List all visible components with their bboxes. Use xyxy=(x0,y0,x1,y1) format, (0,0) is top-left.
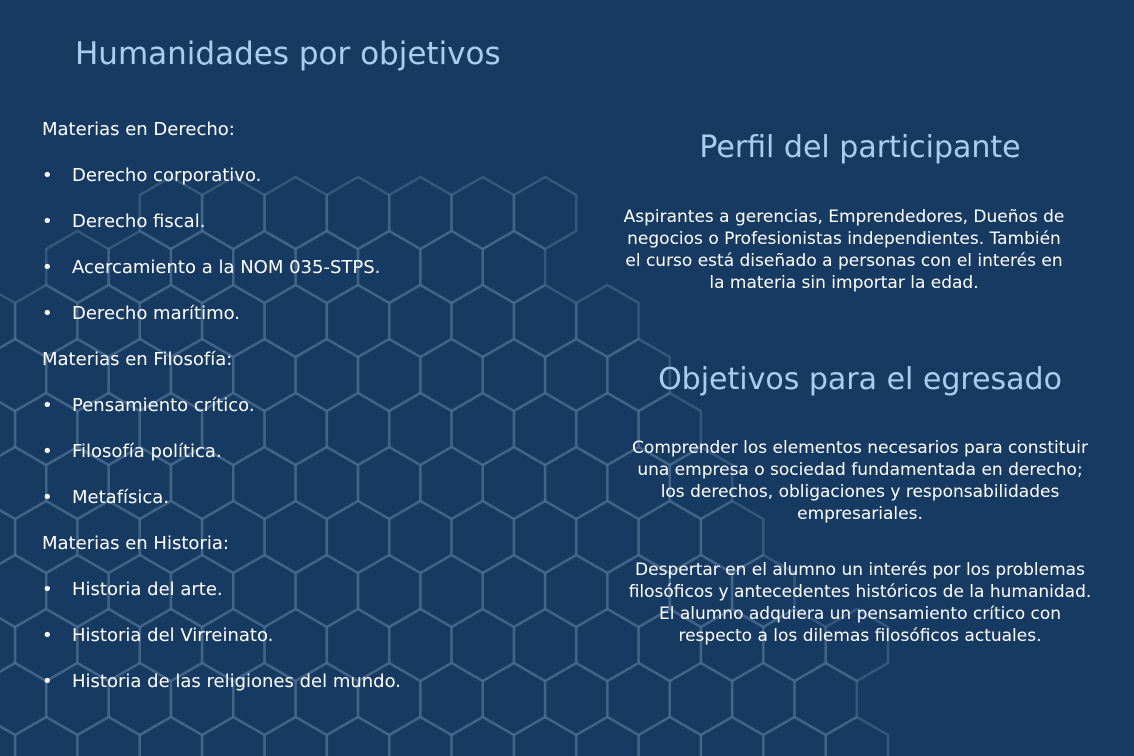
profile-text: Aspirantes a gerencias, Emprendedores, Dueños de negocios o Profesionistas independientes. También el curso está diseñado a personas con el interés en la materia sin importar la edad. xyxy=(623,207,1065,293)
list-item xyxy=(42,302,562,348)
bullet-icon: • xyxy=(42,625,53,646)
hexagon-shape xyxy=(795,663,857,735)
list-item xyxy=(42,440,562,486)
hexagon-shape xyxy=(140,717,202,756)
bullet-icon: • xyxy=(42,579,53,600)
list-item xyxy=(42,670,562,716)
hexagon-shape xyxy=(639,717,701,756)
hexagon-shape xyxy=(327,717,389,756)
hexagon-shape xyxy=(826,717,888,756)
list-item-label: Derecho corporativo. xyxy=(72,165,262,186)
hexagon-shape xyxy=(0,717,15,756)
list-item-label: Acercamiento a la NOM 035-STPS. xyxy=(72,257,381,278)
objectives-heading: Objetivos para el egresado xyxy=(658,362,1062,397)
hexagon-shape xyxy=(452,717,514,756)
hexagon-shape xyxy=(607,663,669,735)
list-item xyxy=(42,486,562,532)
bullet-icon: • xyxy=(42,395,53,416)
list-item-label: Derecho marítimo. xyxy=(72,303,241,324)
list-item xyxy=(42,624,562,670)
list-item xyxy=(42,210,562,256)
list-item-label: Metafísica. xyxy=(72,487,170,508)
hexagon-shape xyxy=(732,663,794,735)
bullet-icon: • xyxy=(42,671,53,692)
bullet-icon: • xyxy=(42,165,53,186)
list-item xyxy=(42,256,562,302)
hexagon-shape xyxy=(0,663,46,735)
list-item-label: Filosofía política. xyxy=(72,441,222,462)
hexagon-shape xyxy=(763,717,825,756)
list-item-label: Pensamiento crítico. xyxy=(72,395,255,416)
hexagon-shape xyxy=(389,717,451,756)
bullet-icon: • xyxy=(42,211,53,232)
subjects-list xyxy=(42,118,562,716)
list-item xyxy=(42,578,562,624)
list-item-label: Historia de las religiones del mundo. xyxy=(72,671,402,692)
hexagon-shape xyxy=(15,717,77,756)
objectives-paragraph-2: Despertar en el alumno un interés por los problemas filosóficos y antecedentes históricos de la humanidad. El alumno adquiera un pensamiento crítico con respecto a los dilemas filosóficos actuales. xyxy=(628,560,1092,646)
list-item xyxy=(42,164,562,210)
hexagon-shape xyxy=(514,717,576,756)
slide-title: Humanidades por objetivos xyxy=(75,36,501,72)
list-item-label: Derecho fiscal. xyxy=(72,211,206,232)
subject-heading-derecho: Materias en Derecho: xyxy=(42,119,235,140)
hexagon-shape xyxy=(0,555,46,627)
bullet-icon: • xyxy=(42,487,53,508)
subject-heading-historia: Materias en Historia: xyxy=(42,533,229,554)
hexagon-shape xyxy=(0,447,46,519)
hexagon-shape xyxy=(670,663,732,735)
list-item-label: Historia del arte. xyxy=(72,579,223,600)
hexagon-shape xyxy=(265,717,327,756)
subject-heading-filosofia: Materias en Filosofía: xyxy=(42,349,233,370)
hexagon-shape xyxy=(0,339,46,411)
hexagon-shape xyxy=(202,717,264,756)
hexagon-shape xyxy=(576,717,638,756)
hexagon-shape xyxy=(576,285,638,357)
list-item-label: Historia del Virreinato. xyxy=(72,625,274,646)
objectives-paragraph-1: Comprender los elementos necesarios para constituir una empresa o sociedad fundamentada en derecho; los derechos, obligaciones y responsabilidades empresariales. xyxy=(632,438,1088,524)
bullet-icon: • xyxy=(42,257,53,278)
bullet-icon: • xyxy=(42,441,53,462)
profile-heading: Perfil del participante xyxy=(699,130,1021,165)
bullet-icon: • xyxy=(42,303,53,324)
hexagon-shape xyxy=(701,717,763,756)
hexagon-shape xyxy=(77,717,139,756)
list-item xyxy=(42,394,562,440)
